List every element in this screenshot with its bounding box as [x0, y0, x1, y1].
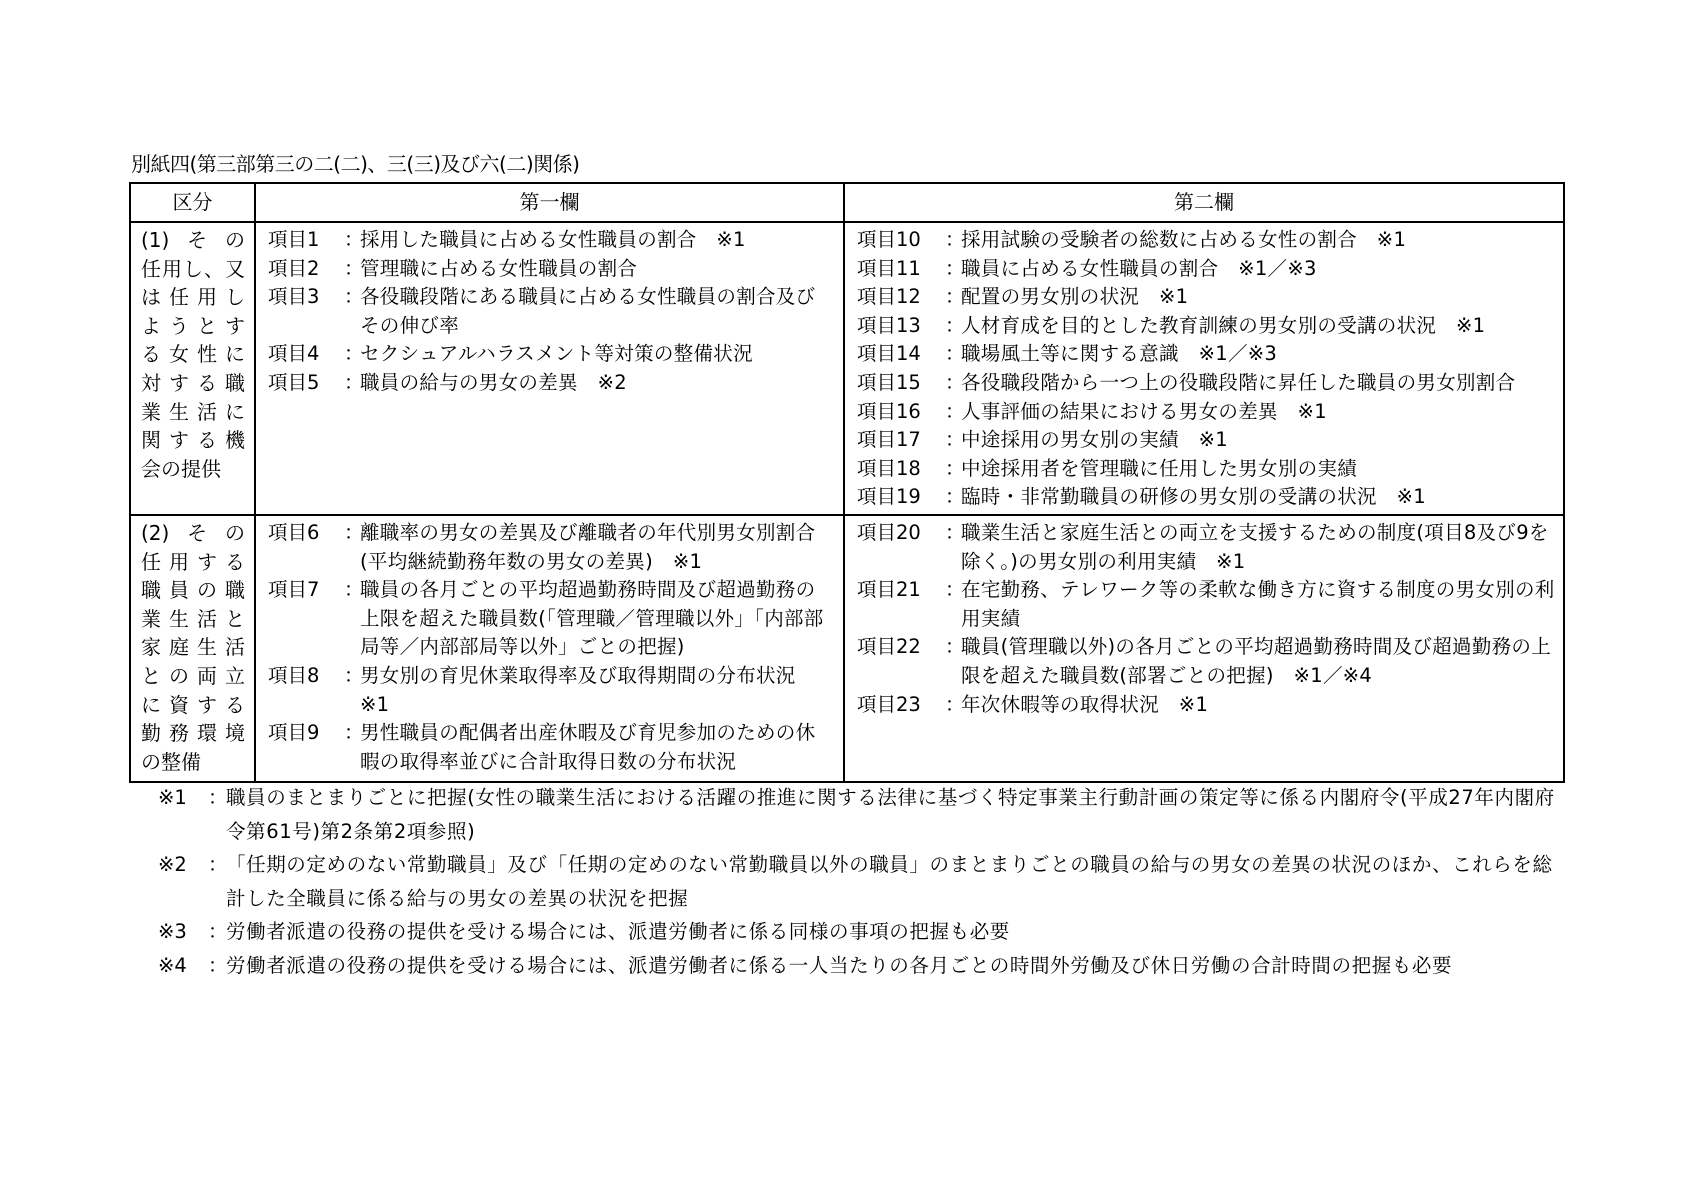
- item-text: セクシュアルハラスメント等対策の整備状況: [360, 342, 753, 366]
- item-text: 各役職段階にある職員に占める女性職員の割合及びその伸び率: [360, 285, 816, 337]
- first-column-cell: [255, 222, 844, 515]
- item-label: 項目5: [268, 370, 320, 394]
- footnote-colon: ：: [208, 853, 228, 876]
- item-text: 人事評価の結果における男女の差異 ※1: [961, 399, 1327, 423]
- item-colon: ：: [945, 692, 965, 716]
- list-item: [857, 398, 1555, 427]
- second-column-cell: [844, 515, 1564, 782]
- kubun-line: との両立: [141, 663, 245, 688]
- kubun-line: 勤務環境: [141, 721, 245, 746]
- item-colon: ：: [945, 578, 965, 602]
- kubun-line: 業生活に: [141, 399, 245, 424]
- item-label: 項目21: [857, 578, 921, 602]
- item-label: 項目9: [268, 721, 320, 745]
- item-label: 項目16: [857, 399, 921, 423]
- item-label: 項目2: [268, 256, 320, 280]
- kubun-line: 家庭生活: [141, 635, 245, 660]
- list-item: [268, 283, 835, 340]
- item-label: 項目19: [857, 485, 921, 509]
- item-text: 職員(管理職以外)の各月ごとの平均超過勤務時間及び超過勤務の上限を超えた職員数(部署ごとの把握) ※1／※4: [961, 635, 1552, 687]
- item-label: 項目15: [857, 370, 921, 394]
- kubun-line: 任用する: [141, 549, 245, 574]
- footnote-text: 労働者派遣の役務の提供を受ける場合には、派遣労働者に係る一人当たりの各月ごとの時間外労働及び休日労働の合計時間の把握も必要: [226, 953, 1453, 977]
- list-item: [268, 662, 835, 719]
- footnote: [158, 848, 1568, 915]
- list-item: [857, 455, 1555, 484]
- footnote-text: 労働者派遣の役務の提供を受ける場合には、派遣労働者に係る同様の事項の把握も必要: [226, 920, 1010, 943]
- item-label: 項目14: [857, 342, 921, 366]
- list-item: [857, 691, 1555, 720]
- item-table: [129, 182, 1565, 783]
- footnote-text: 職員のまとまりごとに把握(女性の職業生活における活躍の推進に関する法律に基づく特定事業主行動計画の策定等に係る内閣府令(平成27年内閣府令第61号)第2条第2項参照): [226, 786, 1555, 843]
- second-column-cell: [844, 222, 1564, 515]
- item-label: 項目13: [857, 313, 921, 337]
- item-label: 項目3: [268, 285, 320, 309]
- item-colon: ：: [344, 578, 364, 602]
- item-text: 採用試験の受験者の総数に占める女性の割合 ※1: [961, 228, 1407, 251]
- item-label: 項目1: [268, 228, 320, 251]
- list-item: [268, 576, 835, 662]
- list-item: [268, 519, 835, 576]
- item-label: 項目4: [268, 342, 320, 366]
- item-text: 人材育成を目的とした教育訓練の男女別の受講の状況 ※1: [961, 313, 1486, 337]
- item-colon: ：: [945, 428, 965, 452]
- item-text: 職業生活と家庭生活との両立を支援するための制度(項目8及び9を除く。)の男女別の利用実績 ※1: [961, 521, 1549, 573]
- item-colon: ：: [945, 285, 965, 309]
- kubun-line: ようとす: [141, 313, 245, 338]
- item-label: 項目6: [268, 521, 320, 544]
- item-colon: ：: [344, 721, 364, 745]
- kubun-line: 関する機: [141, 428, 245, 453]
- kubun-text: [141, 226, 245, 483]
- footnote-colon: ：: [208, 786, 228, 809]
- list-item: [268, 719, 835, 776]
- kubun-cell: [130, 222, 255, 515]
- footnote: [158, 781, 1568, 848]
- item-text: 男女別の育児休業取得率及び取得期間の分布状況 ※1: [360, 663, 816, 716]
- list-item: [857, 255, 1555, 284]
- item-text: 中途採用の男女別の実績 ※1: [961, 428, 1228, 452]
- list-item: [268, 255, 835, 284]
- first-column-cell: [255, 515, 844, 782]
- item-colon: ：: [945, 228, 965, 251]
- item-label: 項目20: [857, 521, 921, 544]
- item-text: 臨時・非常勤職員の研修の男女別の受講の状況 ※1: [961, 485, 1426, 509]
- item-text: 配置の男女別の状況 ※1: [961, 285, 1189, 309]
- item-label: 項目10: [857, 228, 921, 251]
- list-item: [268, 340, 835, 369]
- item-colon: ：: [344, 228, 364, 251]
- kubun-line: 対する職: [141, 370, 245, 395]
- item-text: 男性職員の配偶者出産休暇及び育児参加のための休暇の取得率並びに合計取得日数の分布状況: [360, 721, 816, 773]
- kubun-line: 任用し、又: [141, 256, 245, 281]
- item-text: 各役職段階から一つ上の役職段階に昇任した職員の男女別割合: [961, 370, 1516, 394]
- item-colon: ：: [344, 370, 364, 394]
- item-colon: ：: [945, 456, 965, 480]
- item-colon: ：: [945, 399, 965, 423]
- kubun-line: る女性に: [141, 342, 245, 367]
- kubun-line: 会の提供: [141, 456, 221, 481]
- kubun-line: 職員の職: [141, 578, 245, 603]
- footnote: [158, 949, 1568, 983]
- item-label: 項目18: [857, 456, 921, 480]
- item-colon: ：: [344, 256, 364, 280]
- kubun-line: 業生活と: [141, 606, 245, 631]
- table-row: [130, 515, 1564, 782]
- footnotes: [158, 781, 1568, 982]
- item-colon: ：: [945, 313, 965, 337]
- list-item: [857, 519, 1555, 576]
- kubun-line: に資する: [141, 692, 245, 717]
- header-first-column: 第一欄: [255, 183, 844, 222]
- footnote-text: 「任期の定めのない常勤職員」及び「任期の定めのない常勤職員以外の職員」のまとまりごとの職員の給与の男女の差異の状況のほか、これらを総計した全職員に係る給与の男女の差異の状況を把握: [226, 853, 1553, 910]
- item-text: 職場風土等に関する意識 ※1／※3: [961, 342, 1278, 366]
- table-header-row: [130, 183, 1564, 222]
- list-item: [857, 576, 1555, 633]
- kubun-line: (2)その: [141, 521, 245, 545]
- item-colon: ：: [344, 663, 364, 687]
- item-text: 離職率の男女の差異及び離職者の年代別男女別割合(平均継続勤務年数の男女の差異) ※1: [360, 521, 816, 573]
- kubun-line: は任用し: [141, 285, 245, 310]
- item-text: 職員の給与の男女の差異 ※2: [360, 370, 627, 394]
- list-item: [857, 369, 1555, 398]
- item-colon: ：: [945, 256, 965, 280]
- item-label: 項目11: [857, 256, 921, 280]
- footnote-colon: ：: [208, 953, 228, 977]
- kubun-line: の整備: [141, 749, 201, 774]
- kubun-text: [141, 519, 245, 776]
- footnote: [158, 915, 1568, 949]
- list-item: [268, 369, 835, 398]
- item-text: 職員に占める女性職員の割合 ※1／※3: [961, 256, 1317, 280]
- kubun-line: (1)その: [141, 228, 245, 252]
- item-label: 項目8: [268, 663, 320, 687]
- item-text: 在宅勤務、テレワーク等の柔軟な働き方に資する制度の男女別の利用実績: [961, 578, 1555, 630]
- item-text: 中途採用者を管理職に任用した男女別の実績: [961, 456, 1358, 480]
- item-label: 項目22: [857, 635, 921, 659]
- footnote-mark: ※4: [158, 953, 187, 977]
- list-item: [857, 340, 1555, 369]
- kubun-cell: [130, 515, 255, 782]
- item-colon: ：: [344, 285, 364, 309]
- list-item: [857, 226, 1555, 255]
- item-label: 項目23: [857, 692, 921, 716]
- footnote-mark: ※1: [158, 786, 187, 809]
- item-text: 職員の各月ごとの平均超過勤務時間及び超過勤務の上限を超えた職員数(「管理職／管理職以外」「内部部局等／内部部局等以外」ごとの把握): [360, 578, 824, 659]
- header-kubun: 区分: [130, 183, 255, 222]
- table-row: [130, 222, 1564, 515]
- footnote-mark: ※3: [158, 920, 187, 943]
- item-colon: ：: [945, 635, 965, 659]
- item-colon: ：: [344, 521, 364, 544]
- footnote-mark: ※2: [158, 853, 187, 876]
- footnote-colon: ：: [208, 920, 228, 943]
- item-colon: ：: [344, 342, 364, 366]
- list-item: [857, 426, 1555, 455]
- item-text: 採用した職員に占める女性職員の割合 ※1: [360, 228, 746, 251]
- item-colon: ：: [945, 521, 965, 544]
- item-text: 管理職に占める女性職員の割合: [360, 256, 638, 280]
- item-colon: ：: [945, 370, 965, 394]
- list-item: [857, 283, 1555, 312]
- list-item: [857, 483, 1555, 512]
- list-item: [857, 312, 1555, 341]
- item-label: 項目7: [268, 578, 320, 602]
- header-second-column: 第二欄: [844, 183, 1564, 222]
- list-item: [268, 226, 835, 255]
- item-colon: ：: [945, 342, 965, 366]
- item-label: 項目17: [857, 428, 921, 452]
- item-text: 年次休暇等の取得状況 ※1: [961, 692, 1209, 716]
- item-colon: ：: [945, 485, 965, 509]
- list-item: [857, 633, 1555, 690]
- document-title: 別紙四(第三部第三の二(二)、三(三)及び六(二)関係): [131, 152, 580, 176]
- item-label: 項目12: [857, 285, 921, 309]
